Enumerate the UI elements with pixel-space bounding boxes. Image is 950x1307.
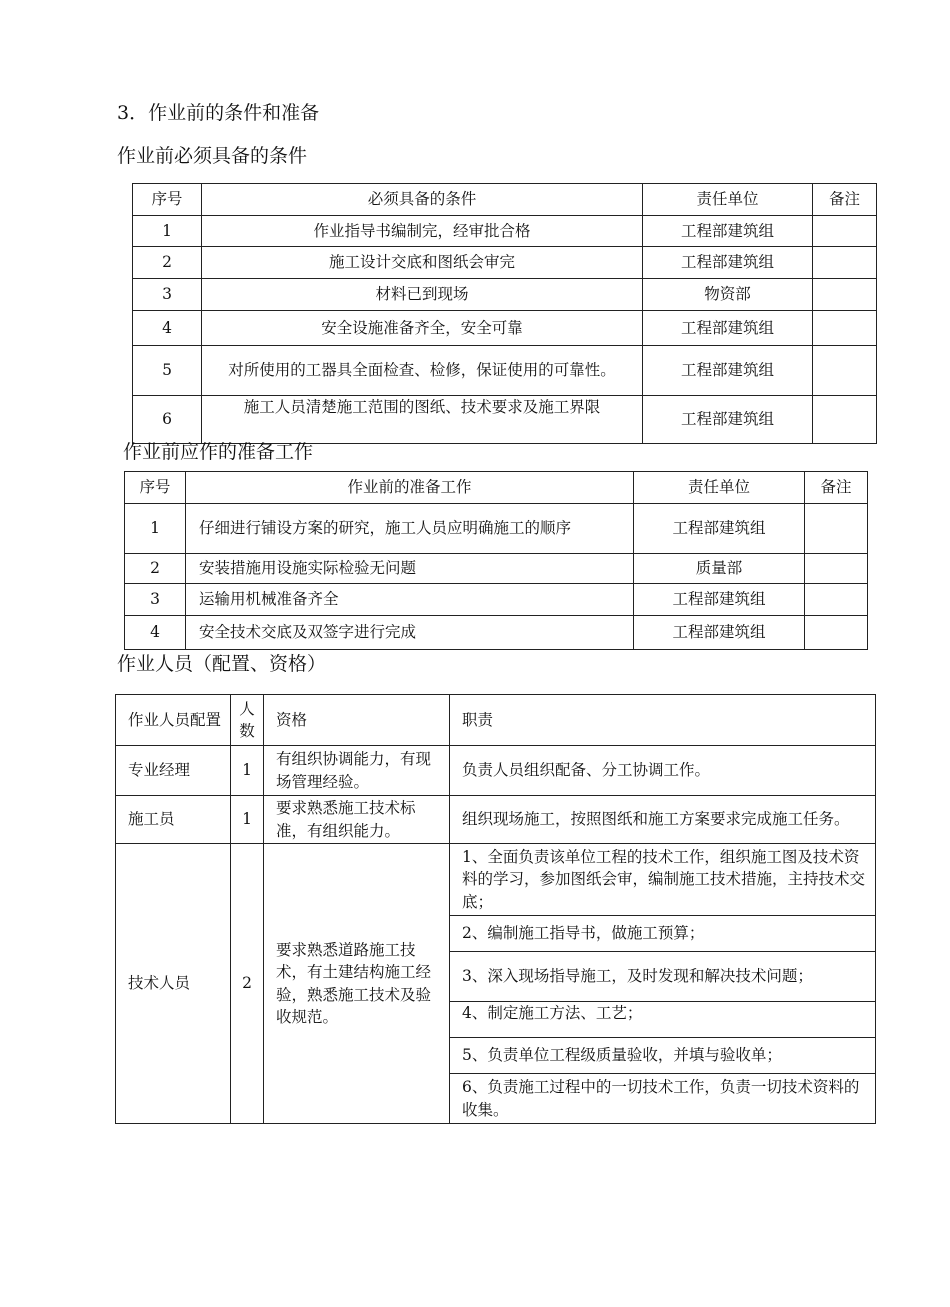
responsible-unit: 工程部建筑组 xyxy=(643,311,813,346)
staff-table xyxy=(115,694,876,1124)
preparations-table xyxy=(124,471,868,650)
table-row xyxy=(125,554,868,584)
preparations-title: 作业前应作的准备工作 xyxy=(123,441,314,463)
responsible-unit: 工程部建筑组 xyxy=(634,584,805,616)
row-number: 3 xyxy=(133,279,202,311)
table-row xyxy=(116,844,876,916)
condition-text: 材料已到现场 xyxy=(202,279,643,311)
staff-duty: 1、全面负责该单位工程的技术工作，组织施工图及技术资料的学习，参加图纸会审，编制施工技术措施，主持技术交底； xyxy=(450,844,876,916)
responsible-unit: 工程部建筑组 xyxy=(643,216,813,247)
staff-duty: 负责人员组织配备、分工协调工作。 xyxy=(450,746,876,796)
note-cell xyxy=(813,346,877,396)
header-cell: 必须具备的条件 xyxy=(202,184,643,216)
condition-text: 作业指导书编制完，经审批合格 xyxy=(202,216,643,247)
header-cell: 序号 xyxy=(133,184,202,216)
section-heading: 3．作业前的条件和准备 xyxy=(117,102,320,124)
staff-duty: 3、深入现场指导施工，及时发现和解决技术问题； xyxy=(450,952,876,1002)
table-row xyxy=(133,216,877,247)
responsible-unit: 物资部 xyxy=(643,279,813,311)
row-number: 4 xyxy=(133,311,202,346)
preparation-text: 仔细进行铺设方案的研究，施工人员应明确施工的顺序 xyxy=(186,504,634,554)
staff-qualification: 有组织协调能力，有现场管理经验。 xyxy=(264,746,450,796)
conditions-table xyxy=(132,183,877,444)
table-row xyxy=(133,247,877,279)
note-cell xyxy=(805,584,868,616)
responsible-unit: 工程部建筑组 xyxy=(634,616,805,650)
row-number: 2 xyxy=(133,247,202,279)
responsible-unit: 工程部建筑组 xyxy=(634,504,805,554)
header-cell: 备注 xyxy=(813,184,877,216)
responsible-unit: 质量部 xyxy=(634,554,805,584)
staff-count: 1 xyxy=(231,796,264,844)
staff-role: 技术人员 xyxy=(116,844,231,1124)
table-row xyxy=(125,616,868,650)
table-row xyxy=(133,396,877,444)
table-header-row xyxy=(133,184,877,216)
staff-role: 施工员 xyxy=(116,796,231,844)
table-row xyxy=(133,346,877,396)
staff-count: 1 xyxy=(231,746,264,796)
header-cell: 责任单位 xyxy=(643,184,813,216)
row-number: 1 xyxy=(125,504,186,554)
header-cell: 作业人员配置 xyxy=(116,695,231,746)
note-cell xyxy=(805,504,868,554)
note-cell xyxy=(813,311,877,346)
condition-text: 施工设计交底和图纸会审完 xyxy=(202,247,643,279)
row-number: 1 xyxy=(133,216,202,247)
note-cell xyxy=(813,216,877,247)
responsible-unit: 工程部建筑组 xyxy=(643,247,813,279)
note-cell xyxy=(813,279,877,311)
staff-title: 作业人员（配置、资格） xyxy=(117,653,327,675)
condition-text: 安全设施准备齐全，安全可靠 xyxy=(202,311,643,346)
note-cell xyxy=(813,396,877,444)
staff-duty: 4、制定施工方法、工艺； xyxy=(450,1002,876,1038)
table-header-row xyxy=(125,472,868,504)
header-cell: 备注 xyxy=(805,472,868,504)
header-cell: 责任单位 xyxy=(634,472,805,504)
row-number: 6 xyxy=(133,396,202,444)
table-row xyxy=(133,279,877,311)
row-number: 2 xyxy=(125,554,186,584)
staff-count: 2 xyxy=(231,844,264,1124)
header-cell: 职责 xyxy=(450,695,876,746)
condition-text: 施工人员清楚施工范围的图纸、技术要求及施工界限 xyxy=(202,396,643,444)
responsible-unit: 工程部建筑组 xyxy=(643,396,813,444)
conditions-title: 作业前必须具备的条件 xyxy=(117,145,308,167)
row-number: 3 xyxy=(125,584,186,616)
staff-qualification: 要求熟悉道路施工技术，有土建结构施工经验，熟悉施工技术及验收规范。 xyxy=(264,844,450,1124)
header-cell: 序号 xyxy=(125,472,186,504)
staff-duty: 6、负责施工过程中的一切技术工作，负责一切技术资料的收集。 xyxy=(450,1074,876,1124)
table-row xyxy=(116,796,876,844)
preparation-text: 运输用机械准备齐全 xyxy=(186,584,634,616)
header-cell: 作业前的准备工作 xyxy=(186,472,634,504)
row-number: 5 xyxy=(133,346,202,396)
row-number: 4 xyxy=(125,616,186,650)
table-row xyxy=(125,584,868,616)
note-cell xyxy=(805,616,868,650)
staff-duty: 2、编制施工指导书，做施工预算； xyxy=(450,916,876,952)
header-cell: 资格 xyxy=(264,695,450,746)
staff-role: 专业经理 xyxy=(116,746,231,796)
note-cell xyxy=(805,554,868,584)
preparation-text: 安全技术交底及双签字进行完成 xyxy=(186,616,634,650)
condition-text: 对所使用的工器具全面检查、检修，保证使用的可靠性。 xyxy=(202,346,643,396)
responsible-unit: 工程部建筑组 xyxy=(643,346,813,396)
table-row xyxy=(116,746,876,796)
table-row xyxy=(133,311,877,346)
staff-qualification: 要求熟悉施工技术标准，有组织能力。 xyxy=(264,796,450,844)
table-row xyxy=(125,504,868,554)
preparation-text: 安装措施用设施实际检验无问题 xyxy=(186,554,634,584)
header-cell: 人数 xyxy=(231,695,264,746)
note-cell xyxy=(813,247,877,279)
staff-duty: 组织现场施工，按照图纸和施工方案要求完成施工任务。 xyxy=(450,796,876,844)
staff-duty: 5、负责单位工程级质量验收，并填与验收单； xyxy=(450,1038,876,1074)
table-header-row xyxy=(116,695,876,746)
